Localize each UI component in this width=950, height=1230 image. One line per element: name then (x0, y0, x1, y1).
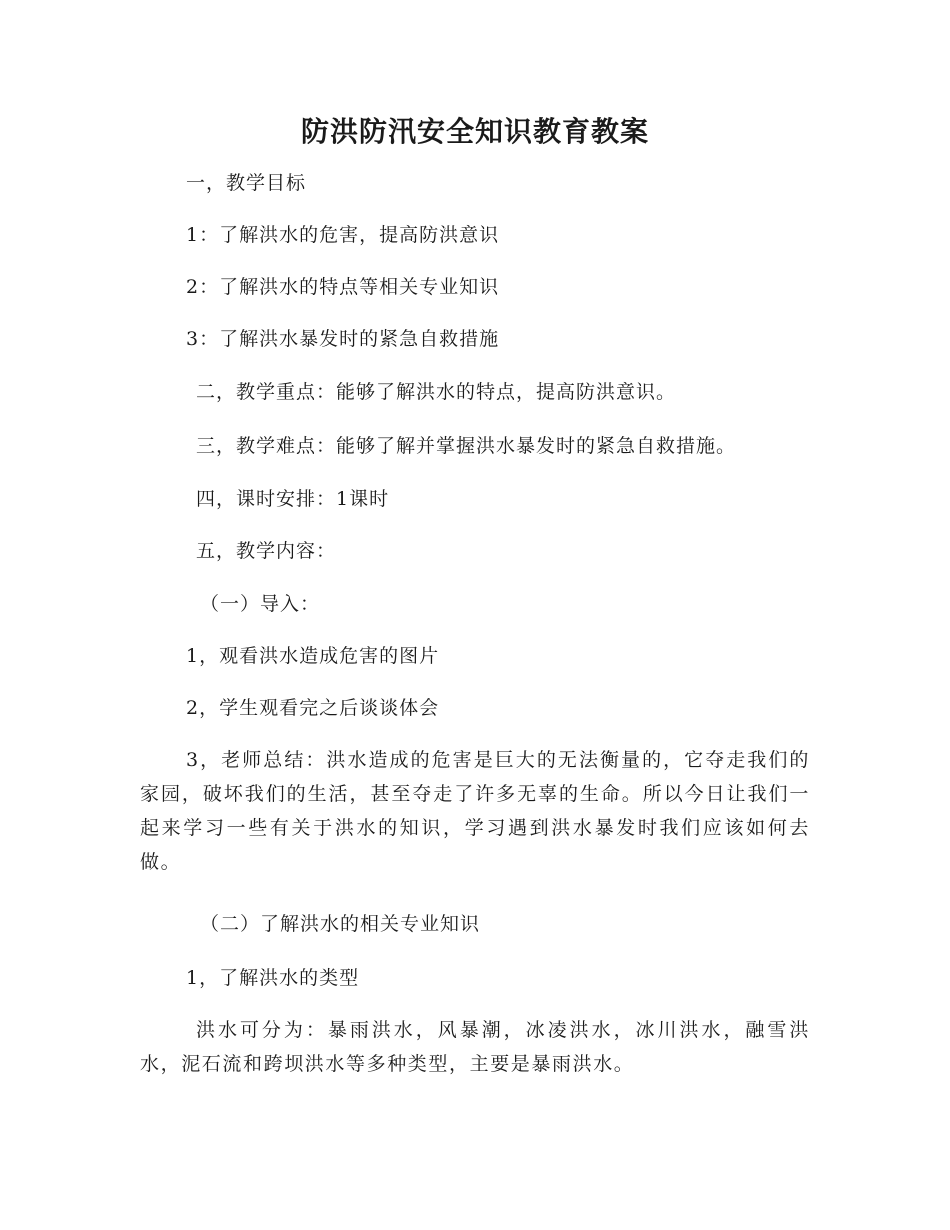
intro-item: 1，观看洪水造成危害的图片 (186, 645, 440, 667)
intro-item: 2，学生观看完之后谈谈体会 (186, 697, 440, 719)
flood-types-paragraph: 洪水可分为：暴雨洪水，风暴潮，冰凌洪水，冰川洪水，融雪洪水，泥石流和跨坝洪水等多种类型，主要是暴雨洪水。 (140, 1019, 810, 1075)
objective-item: 1：了解洪水的危害，提高防洪意识 (186, 224, 500, 246)
knowledge-item: 1，了解洪水的类型 (186, 967, 360, 989)
heading-key-points: 二，教学重点：能够了解洪水的特点，提高防洪意识。 (196, 381, 677, 403)
heading-objectives: 一，教学目标 (186, 172, 307, 194)
objective-item: 3：了解洪水暴发时的紧急自救措施 (186, 328, 500, 350)
objective-item: 2：了解洪水的特点等相关专业知识 (186, 276, 500, 298)
heading-content: 五，教学内容： (196, 540, 337, 562)
heading-difficulties: 三，教学难点：能够了解并掌握洪水暴发时的紧急自救措施。 (196, 435, 737, 457)
heading-schedule: 四，课时安排：1课时 (196, 488, 390, 510)
document-title: 防洪防汛安全知识教育教案 (300, 115, 649, 148)
summary-paragraph: 3，老师总结：洪水造成的危害是巨大的无法衡量的，它夺走我们的家园，破坏我们的生活，甚至夺走了许多无辜的生命。所以今日让我们一起来学习一些有关于洪水的知识，学习遇到洪水暴发时我们应该如何去做。 (140, 749, 810, 873)
subheading-knowledge: （二）了解洪水的相关专业知识 (200, 913, 481, 935)
subheading-intro: （一）导入： (200, 593, 321, 615)
